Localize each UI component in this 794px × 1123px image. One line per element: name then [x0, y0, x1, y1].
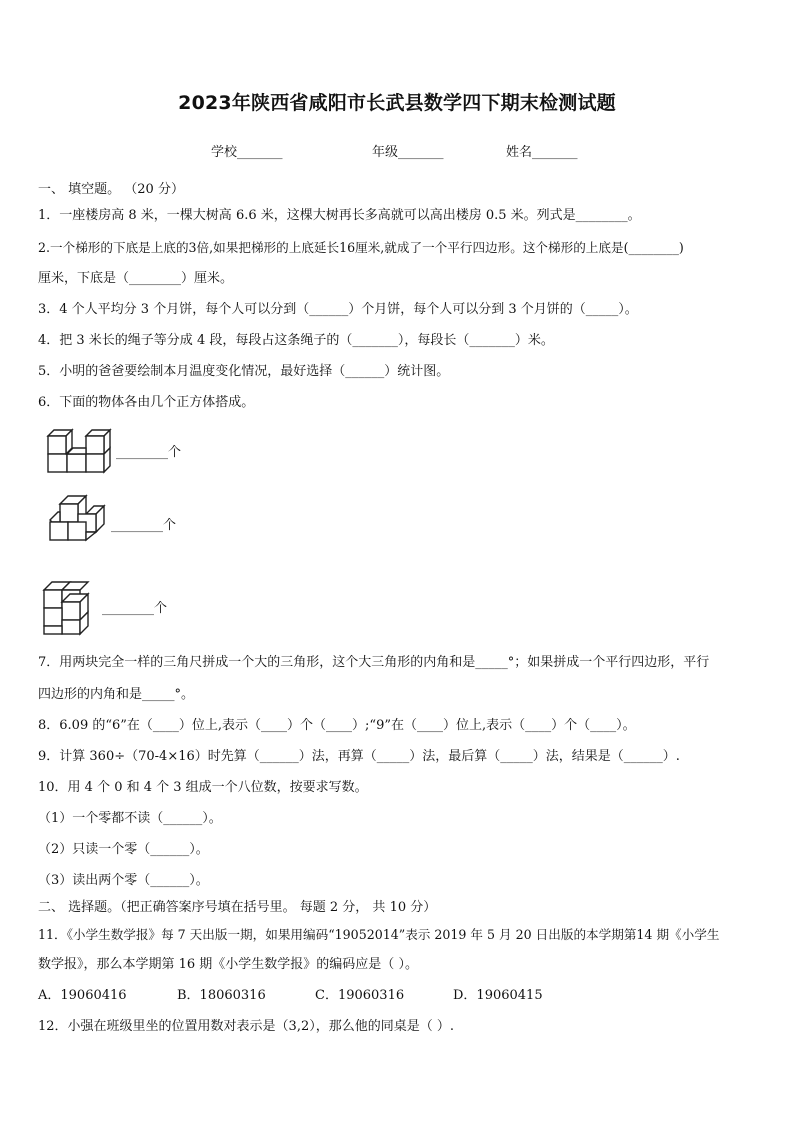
- question-10-part-3: （3）读出两个零（______）。: [38, 873, 209, 888]
- question-8: 8．6.09 的“6”在（____）位上,表示（____）个（____）;“9”在（____）位上,表示（____）个（____）。: [38, 718, 636, 733]
- q6-blank-2[interactable]: ________个: [111, 518, 177, 533]
- q6-blank-1[interactable]: ________个: [116, 445, 182, 460]
- cube-figure-3-icon: [42, 580, 100, 636]
- school-field[interactable]: 学校_______: [211, 145, 283, 160]
- question-9: 9．计算 360÷（70-4×16）时先算（______）法，再算（_____）法，最后算（_____）法，结果是（______）.: [38, 749, 680, 764]
- grade-field[interactable]: 年级_______: [372, 145, 444, 160]
- question-7-line-1: 7．用两块完全一样的三角尺拼成一个大的三角形，这个大三角形的内角和是_____°；如果拼成一个平行四边形，平行: [38, 655, 710, 670]
- question-1: 1．一座楼房高 8 米，一棵大树高 6.6 米，这棵大树再长多高就可以高出楼房 0.5 米。列式是________。: [38, 208, 641, 223]
- question-4: 4．把 3 米长的绳子等分成 4 段，每段占这条绳子的（_______），每段长（_______）米。: [38, 333, 554, 348]
- section-1-heading: 一、 填空题。 （20 分）: [38, 182, 184, 197]
- question-10-part-2: （2）只读一个零（______）。: [38, 842, 209, 857]
- page-title: 2023年陕西省咸阳市长武县数学四下期末检测试题: [178, 92, 616, 114]
- question-10: 10．用 4 个 0 和 4 个 3 组成一个八位数，按要求写数。: [38, 780, 368, 795]
- q11-option-b[interactable]: B．18060316: [177, 988, 266, 1003]
- question-7-line-2: 四边形的内角和是_____°。: [38, 687, 195, 702]
- q6-blank-3[interactable]: ________个: [102, 601, 168, 616]
- q11-option-c[interactable]: C．19060316: [315, 988, 405, 1003]
- question-3: 3．4 个人平均分 3 个月饼，每个人可以分到（______）个月饼，每个人可以分到 3 个月饼的（_____）。: [38, 302, 638, 317]
- section-2-heading: 二、 选择题。（把正确答案序号填在括号里。 每题 2 分， 共 10 分）: [38, 900, 437, 915]
- question-12: 12．小强在班级里坐的位置用数对表示是（3,2），那么他的同桌是（ ）.: [38, 1019, 454, 1034]
- name-field[interactable]: 姓名_______: [506, 145, 578, 160]
- question-2-line-1: 2.一个梯形的下底是上底的3倍,如果把梯形的上底延长16厘米,就成了一个平行四边形。这个梯形的上底是(________): [38, 240, 684, 255]
- cube-figure-2-icon: [46, 492, 108, 550]
- question-10-part-1: （1）一个零都不读（______）。: [38, 811, 222, 826]
- question-5: 5．小明的爸爸要绘制本月温度变化情况，最好选择（______）统计图。: [38, 364, 450, 379]
- question-11-line-2: 数学报》，那么本学期第 16 期《小学生数学报》的编码应是（ ）。: [38, 957, 418, 972]
- question-11-line-1: 11．《小学生数学报》每 7 天出版一期，如果用编码“19052014”表示 2019 年 5 月 20 日出版的本学期第14 期《小学生: [38, 927, 720, 942]
- q11-option-d[interactable]: D．19060415: [453, 988, 543, 1003]
- question-2-line-2: 厘米，下底是（________）厘米。: [38, 271, 234, 286]
- cube-figure-1-icon: [44, 426, 112, 474]
- q11-option-a[interactable]: A．19060416: [38, 988, 127, 1003]
- question-6: 6．下面的物体各由几个正方体搭成。: [38, 395, 255, 410]
